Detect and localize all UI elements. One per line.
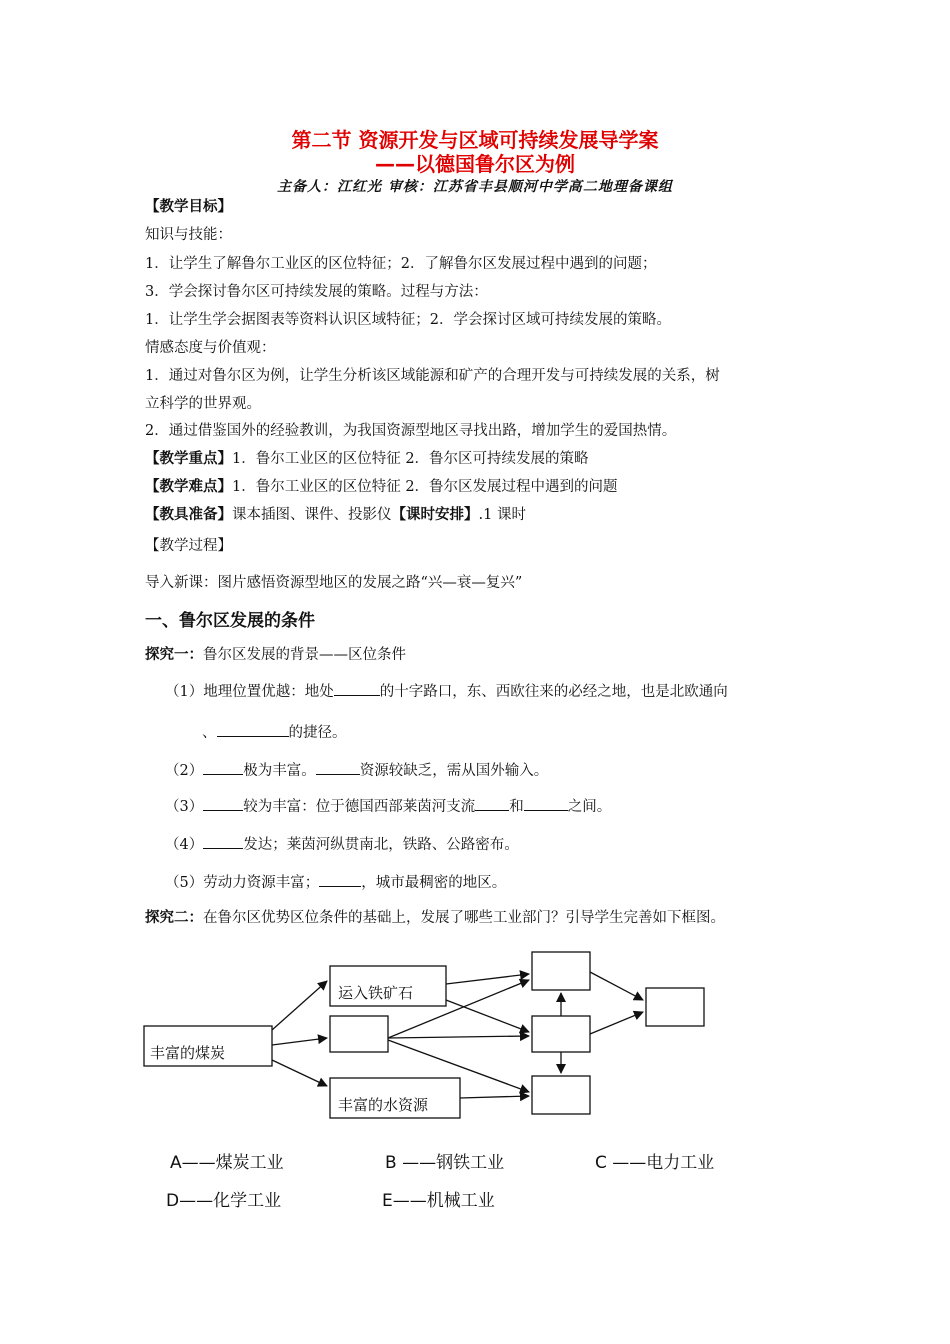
key-points-text: 1．鲁尔工业区的区位特征 2．鲁尔区可持续发展的策略 xyxy=(232,451,589,467)
explore-1-text: 鲁尔区发展的背景——区位条件 xyxy=(203,647,406,663)
time-label: 【课时安排】 xyxy=(391,506,479,523)
item-2-text-c: 资源较缺乏，需从国外输入。 xyxy=(359,763,549,779)
process-heading: 【教学过程】 xyxy=(145,538,232,554)
item-3-text-a: （3） xyxy=(165,799,204,815)
box-blank-top[interactable] xyxy=(532,952,590,990)
arrow xyxy=(460,1096,529,1098)
knowledge-line-1: 1．让学生了解鲁尔工业区的区位特征；2．了解鲁尔区发展过程中遇到的问题； xyxy=(145,256,657,272)
key-points-label: 【教学重点】 xyxy=(145,450,232,467)
emotion-line-2: 2．通过借鉴国外的经验教训，为我国资源型地区寻找出路，增加学生的爱国热情。 xyxy=(145,423,677,439)
emotion-line-1b: 立科学的世界观。 xyxy=(145,396,261,412)
item-1-text-c: 、 xyxy=(202,725,217,741)
emotion-line-1a: 1．通过对鲁尔区为例，让学生分析该区域能源和矿产的合理开发与可持续发展的关系，树 xyxy=(145,368,720,384)
difficulties-text: 1．鲁尔工业区的区位特征 2．鲁尔区发展过程中遇到的问题 xyxy=(232,479,618,495)
knowledge-line-3: 1．让学生学会据图表等资料认识区域特征；2．学会探讨区域可持续发展的策略。 xyxy=(145,312,671,328)
difficulties-label: 【教学难点】 xyxy=(145,478,232,495)
explore-1-label: 探究一： xyxy=(145,646,203,663)
time-text: .1 课时 xyxy=(478,507,526,523)
arrow xyxy=(446,1000,529,1032)
item-2-text-b: 极为丰富。 xyxy=(243,763,316,779)
arrow xyxy=(272,981,327,1030)
item-3-text-b: 较为丰富：位于德国西部莱茵河支流 xyxy=(243,799,476,815)
box-blank-right[interactable] xyxy=(646,988,704,1026)
item-1-text-b: 的十字路口，东、西欧往来的必经之地，也是北欧通向 xyxy=(379,684,728,700)
knowledge-label: 知识与技能： xyxy=(145,227,232,243)
box-coal-label: 丰富的煤炭 xyxy=(150,1044,226,1062)
item-4-text-a: （4） xyxy=(165,837,204,853)
arrow xyxy=(272,1060,327,1086)
box-blank-bottom[interactable] xyxy=(532,1076,590,1114)
arrow xyxy=(388,1036,529,1038)
box-water-label: 丰富的水资源 xyxy=(338,1096,429,1114)
arrow xyxy=(590,972,643,1000)
option-c: C ——电力工业 xyxy=(595,1153,715,1173)
arrow xyxy=(446,974,529,984)
item-1-text-d: 的捷径。 xyxy=(288,725,347,741)
option-b: B ——钢铁工业 xyxy=(385,1153,505,1173)
explore-2-text: 在鲁尔区优势区位条件的基础上，发展了哪些工业部门？引导学生完善如下框图。 xyxy=(203,910,725,926)
item-5-text-b: ，城市最稠密的地区。 xyxy=(361,875,507,891)
item-2-text-a: （2） xyxy=(165,763,204,779)
author-line: 主备人：江红光 审核：江苏省丰县顺河中学高二地理备课组 xyxy=(277,179,673,195)
tools-label: 【教具准备】 xyxy=(145,506,232,523)
tools-text: 课本插图、课件、投影仪 xyxy=(232,507,392,523)
item-3-text-d: 之间。 xyxy=(567,799,612,815)
section-heading: 一、鲁尔区发展的条件 xyxy=(145,611,315,631)
page-subtitle: ——以德国鲁尔区为例 xyxy=(375,152,575,176)
emotion-label: 情感态度与价值观： xyxy=(145,340,276,356)
item-4-text-b: 发达；莱茵河纵贯南北，铁路、公路密布。 xyxy=(243,837,519,853)
option-a: A——煤炭工业 xyxy=(170,1153,284,1173)
item-1-text-a: （1）地理位置优越：地处 xyxy=(165,684,334,700)
explore-2-label: 探究二： xyxy=(145,909,203,926)
option-e: E——机械工业 xyxy=(382,1191,495,1211)
box-iron-label: 运入铁矿石 xyxy=(338,984,414,1002)
item-3-text-c: 和 xyxy=(509,799,524,815)
arrow xyxy=(272,1038,327,1045)
page-title: 第二节 资源开发与区域可持续发展导学案 xyxy=(291,128,659,152)
arrow xyxy=(590,1012,643,1034)
option-d: D——化学工业 xyxy=(166,1191,282,1211)
arrow xyxy=(388,1040,529,1092)
knowledge-line-2: 3．学会探讨鲁尔区可持续发展的策略。过程与方法： xyxy=(145,284,488,300)
item-5-text-a: （5）劳动力资源丰富； xyxy=(165,875,320,891)
box-blank-center[interactable] xyxy=(532,1016,590,1052)
intro-text: 导入新课：图片感悟资源型地区的发展之路“兴—衰—复兴” xyxy=(145,575,523,591)
box-blank-middle[interactable] xyxy=(330,1016,388,1052)
objectives-heading: 【教学目标】 xyxy=(145,198,232,215)
